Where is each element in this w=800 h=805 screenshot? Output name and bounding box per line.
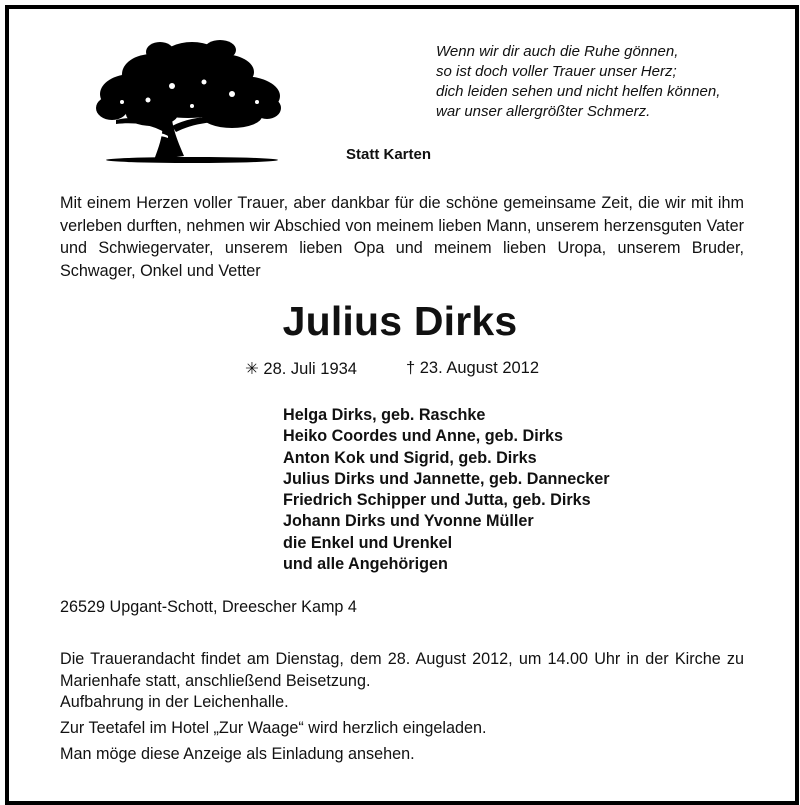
- mourner-item: Heiko Coordes und Anne, geb. Dirks: [283, 427, 564, 446]
- mourner-item: Friedrich Schipper und Jutta, geb. Dirks: [283, 491, 591, 510]
- mourner-item: Johann Dirks und Yvonne Müller: [283, 512, 534, 531]
- death-date: † 23. August 2012: [406, 359, 540, 377]
- mourner-item: Helga Dirks, geb. Raschke: [283, 406, 486, 424]
- mourner-item: und alle Angehörigen: [283, 555, 448, 574]
- note-viewing: Aufbahrung in der Leichenhalle.: [60, 693, 289, 711]
- service-info: Die Trauerandacht findet am Dienstag, dem 28. August 2012, um 14.00 Uhr in der Kirche zu Marienhafe statt, anschließend Beisetzung.: [60, 650, 744, 690]
- poem-line: dich leiden sehen und nicht helfen können,: [436, 83, 721, 100]
- poem: [436, 42, 720, 122]
- mourner-item: Julius Dirks und Jannette, geb. Dannecker: [283, 469, 610, 488]
- deceased-name: Julius Dirks: [282, 298, 518, 344]
- poem-line: so ist doch voller Trauer unser Herz;: [436, 63, 677, 80]
- heading-statt-karten: Statt Karten: [346, 146, 432, 163]
- mourners-list: [283, 405, 610, 575]
- poem-line: war unser allergrößter Schmerz.: [436, 103, 651, 120]
- note-invitation: Man möge diese Anzeige als Einladung ansehen.: [60, 745, 415, 763]
- mourner-item: Anton Kok und Sigrid, geb. Dirks: [283, 448, 537, 467]
- birth-date: ✳ 28. Juli 1934: [245, 360, 357, 378]
- tree-icon: [92, 36, 282, 164]
- address: 26529 Upgant-Schott, Dreescher Kamp 4: [60, 598, 357, 616]
- intro-text: Mit einem Herzen voller Trauer, aber dankbar für die schöne gemeinsame Zeit, die wir mit ihm verleben durften, nehmen wir Abschied von meinem lieben Mann, unserem herzensguten Vater und Schwiegervater, unserem lieben Opa und meinem lieben Uropa, unserem Bruder, Schwager, Onkel und Vetter: [60, 194, 744, 280]
- poem-line: Wenn wir dir auch die Ruhe gönnen,: [436, 43, 679, 60]
- note-tea: Zur Teetafel im Hotel „Zur Waage“ wird herzlich eingeladen.: [60, 719, 487, 737]
- mourner-item: die Enkel und Urenkel: [283, 533, 453, 552]
